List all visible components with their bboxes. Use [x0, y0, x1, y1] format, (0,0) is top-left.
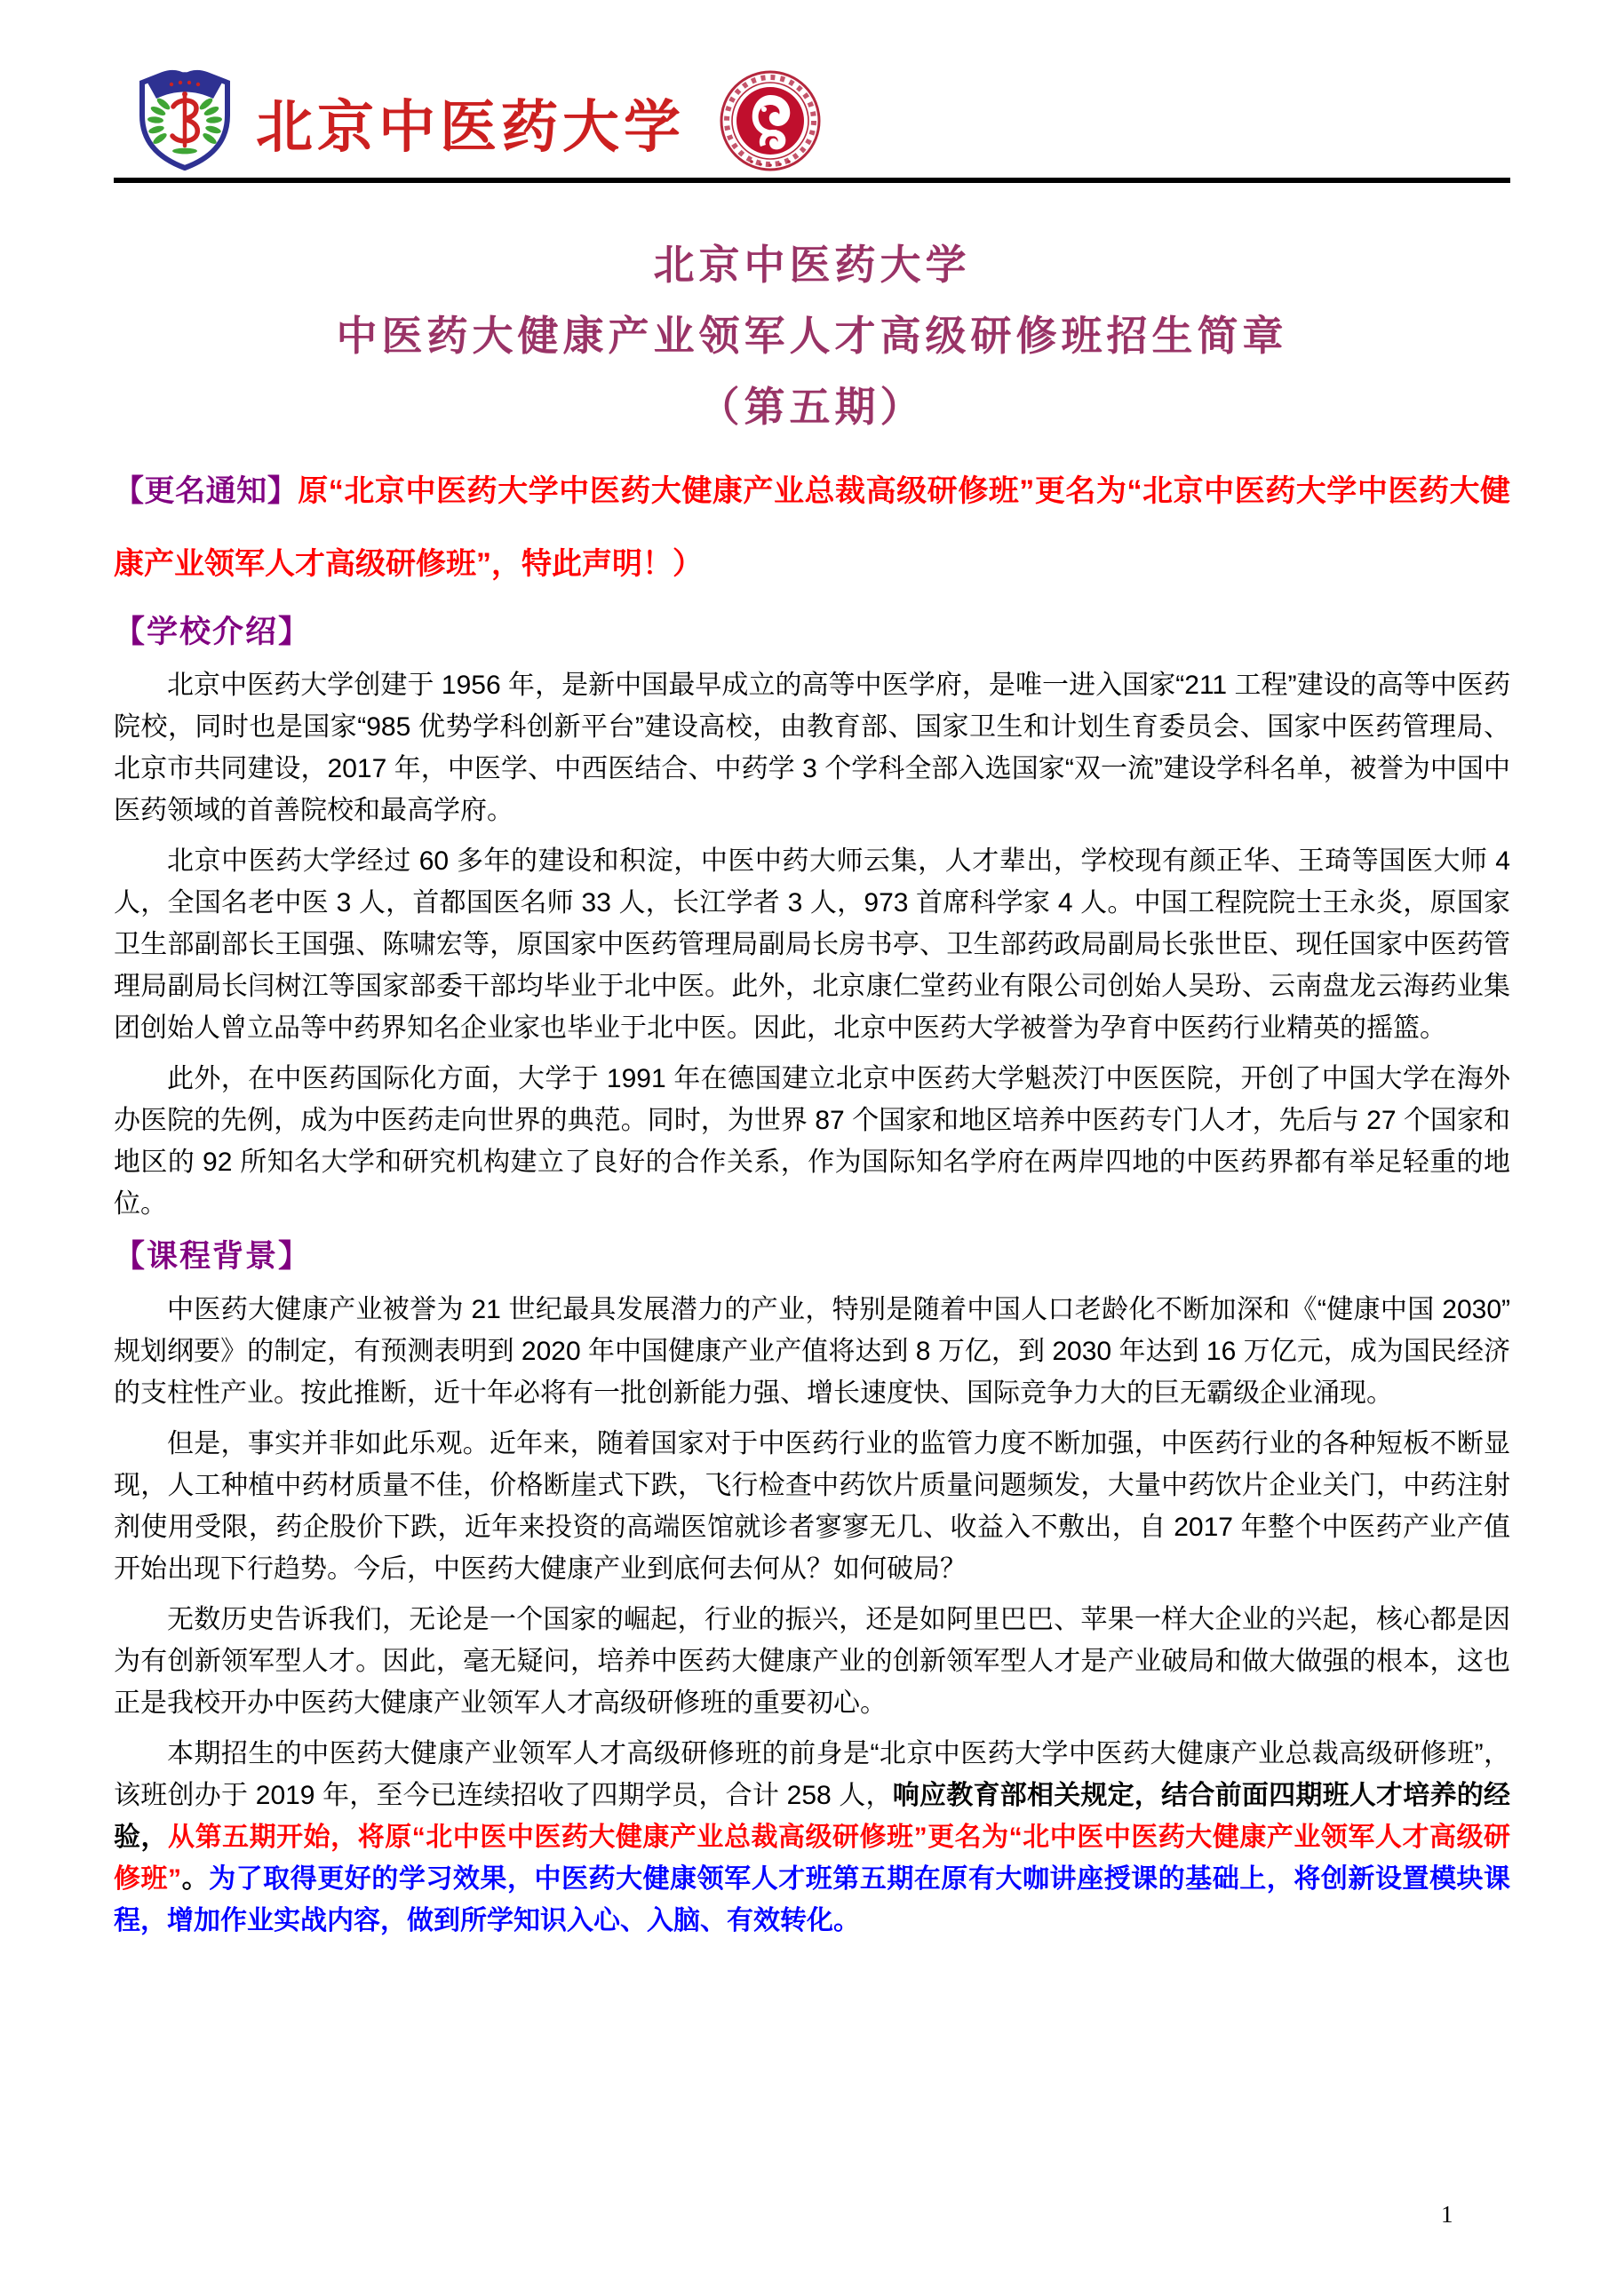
header-divider-rule: [114, 178, 1510, 183]
title-line-2: 中医药大健康产业领军人才高级研修班招生简章: [336, 313, 1288, 359]
paragraph: [114, 1289, 1510, 1414]
paragraph: [114, 840, 1510, 1049]
page-content: [114, 0, 1510, 1942]
sections: [114, 611, 1510, 1942]
paragraph: [114, 1733, 1510, 1942]
text-segment: 北京中医药大学经过 60 多年的建设和积淀，中医中药大师云集，人才辈出，学校现有颜正华、王琦等国医大师 4 人，全国名老中医 3 人，首都国医名师 33 人，长江学者 3 人，973 首席科学家 4 人。中国工程院院士王永炎，原国家卫生部副部长王国强、陈啸宏等，原国家中医药管理局副局长房书亭、卫生部药政局副局长张世臣、现任国家中医药管理局副局长闫树江等国家部委干部均毕业于北中医。此外，北京康仁堂药业有限公司创始人吴玢、云南盘龙云海药业集团创始人曾立品等中药界知名企业家也毕业于北中医。因此，北京中医药大学被誉为孕育中医药行业精英的摇篮。: [114, 846, 1510, 1043]
text-segment: 。: [181, 1864, 210, 1894]
text-segment: 北京中医药大学创建于 1956 年，是新中国最早成立的高等中医学府，是唯一进入国家“211 工程”建设的高等中医药院校，同时也是国家“985 优势学科创新平台”建设高校，由教育部、国家卫生和计划生育委员会、国家中医药管理局、北京市共同建设，2017 年，中医学、中西医结合、中药学 3 个学科全部入选国家“双一流”建设学科名单，被誉为中国中医药领域的首善院校和最高学府。: [114, 671, 1510, 825]
university-shield-logo-icon: [136, 69, 234, 175]
text-segment: 此外，在中医药国际化方面，大学于 1991 年在德国建立北京中医药大学魁茨汀中医医院，开创了中国大学在海外办医院的先例，成为中医药走向世界的典范。同时，为世界 87 个国家和地区培养中医药专门人才，先后与 27 个国家和地区的 92 所知名大学和研究机构建立了良好的合作关系，作为国际知名学府在两岸四地的中医药界都有举足轻重的地位。: [114, 1064, 1510, 1219]
title-line-3: （第五期）: [698, 384, 926, 430]
text-segment: 响应教育部相关规定，结合前面四期班人才培养的经验，: [114, 1781, 1510, 1852]
text-segment: 中医药大健康产业被誉为 21 世纪最具发展潜力的产业，特别是随着中国人口老龄化不断加深和《“健康中国 2030”规划纲要》的制定，有预测表明到 2020 年中国健康产业产值将达到 8 万亿，到 2030 年达到 16 万亿元，成为国民经济的支柱性产业。按此推断，近十年必将有一批创新能力强、增长速度快、国际竞争力大的巨无霸级企业涌现。: [114, 1295, 1510, 1408]
paragraph: [114, 1599, 1510, 1724]
document-title: [114, 229, 1510, 442]
rename-notice: [114, 455, 1510, 600]
section-heading: 【学校介绍】: [114, 615, 312, 649]
text-segment: 为了取得更好的学习效果，中医药大健康领军人才班第五期在原有大咖讲座授课的基础上，将创新设置模块课程，增加作业实战内容，做到所学知识入心、入脑、有效转化。: [114, 1864, 1511, 1935]
text-segment: 从第五期开始，将原“北中医中医药大健康产业总裁高级研修班”更名为“北中医中医药大健康产业领军人才高级研修班”: [114, 1823, 1511, 1894]
text-segment: 无数历史告诉我们，无论是一个国家的崛起，行业的振兴，还是如阿里巴巴、苹果一样大企业的兴起，核心都是因为有创新领军型人才。因此，毫无疑问，培养中医药大健康产业的创新领军型人才是产业破局和做大做强的根本，这也正是我校开办中医药大健康产业领军人才高级研修班的重要初心。: [114, 1605, 1510, 1718]
section-heading: 【课程背景】: [114, 1239, 312, 1274]
text-segment: 但是，事实并非如此乐观。近年来，随着国家对于中医药行业的监管力度不断加强，中医药行业的各种短板不断显现，人工种植中药材质量不佳，价格断崖式下跌，飞行检查中药饮片质量问题频发，大量中药饮片企业关门，中药注射剂使用受限，药企股价下跌，近年来投资的高端医馆就诊者寥寥无几、收益入不敷出，自 2017 年整个中医药产业产值开始出现下行趋势。今后，中医药大健康产业到底何去何从？如何破局？: [114, 1429, 1510, 1584]
document-header: [114, 0, 1510, 183]
university-name-calligraphy: 北京中医药大学: [256, 96, 685, 159]
paragraph: [114, 1058, 1510, 1225]
rename-notice-body: 原“北京中医药大学中医药大健康产业总裁高级研修班”更名为“北京中医药大学中医药大健康产业领军人才高级研修班”，特此声明！）: [114, 474, 1511, 581]
rename-notice-prefix: 【更名通知】: [114, 474, 299, 508]
title-line-1: 北京中医药大学: [653, 242, 971, 288]
paragraph: [114, 664, 1510, 831]
university-seal-logo-icon: [718, 68, 823, 180]
paragraph: [114, 1423, 1510, 1590]
text-segment: 本期招生的中医药大健康产业领军人才高级研修班的前身是“北京中医药大学中医药大健康产业总裁高级研修班”，该班创办于 2019 年，至今已连续招收了四期学员，合计 258 人，: [114, 1739, 1510, 1810]
page-number: 1: [1441, 2201, 1453, 2228]
